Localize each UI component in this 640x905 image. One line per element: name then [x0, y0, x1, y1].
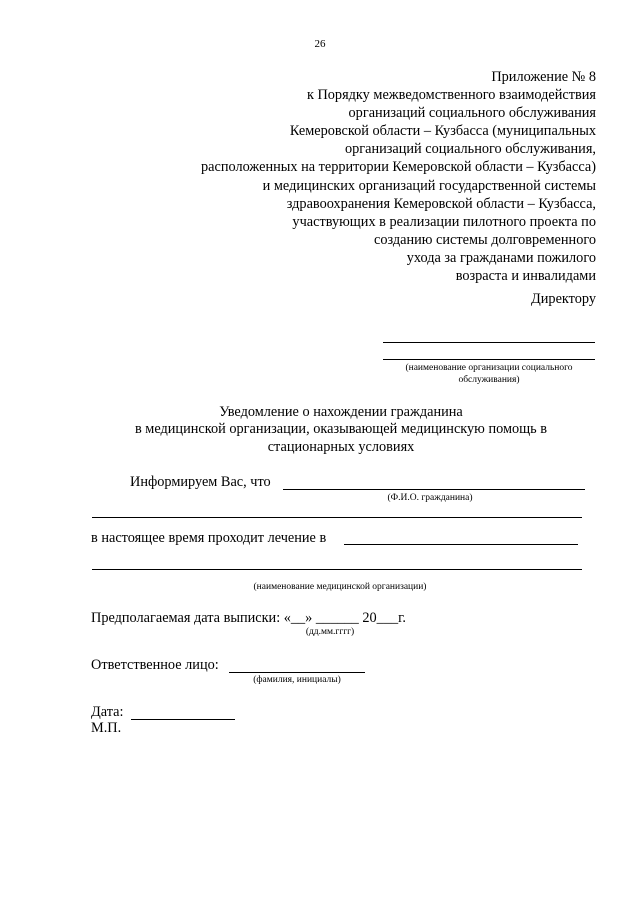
organization-caption [383, 362, 595, 386]
appendix-line: и медицинских организаций государственной системы [262, 177, 596, 194]
treatment-label: в настоящее время проходит лечение в [91, 530, 327, 546]
responsible-person-field[interactable] [229, 672, 365, 673]
appendix-line: ухода за гражданами пожилого [406, 249, 596, 266]
citizen-name-field[interactable] [283, 489, 585, 490]
date-field[interactable] [131, 719, 235, 720]
citizen-caption: (Ф.И.О. гражданина) [387, 493, 473, 503]
medical-org-caption: (наименование медицинской организации) [253, 582, 427, 592]
appendix-line: возраста и инвалидами [455, 268, 596, 285]
medical-org-field-continued[interactable] [92, 569, 582, 570]
organization-caption-line: обслуживания) [458, 375, 520, 385]
document-title [0, 404, 640, 456]
citizen-name-field-continued[interactable] [92, 517, 582, 518]
title-line: стационарных условиях [267, 438, 415, 455]
appendix-line: Кемеровской области – Кузбасса (муниципальных [289, 123, 596, 140]
seal-label: М.П. [91, 720, 122, 736]
date-format-caption: (дд.мм.гггг) [305, 627, 355, 637]
title-line: в медицинской организации, оказывающей медицинскую помощь в [134, 421, 548, 438]
appendix-line: организаций социального обслуживания [348, 105, 596, 122]
organization-name-field[interactable] [383, 342, 595, 343]
appendix-line: здравоохранения Кемеровской области – Кузбасса, [286, 195, 596, 212]
responsible-person-caption: (фамилия, инициалы) [253, 675, 341, 685]
medical-org-field[interactable] [344, 544, 578, 545]
appendix-line: к Порядку межведомственного взаимодействия [306, 87, 596, 104]
appendix-line: участвующих в реализации пилотного проекта по [292, 213, 596, 230]
inform-label: Информируем Вас, что [130, 474, 271, 490]
appendix-header [136, 68, 596, 285]
organization-name-field-2[interactable] [383, 359, 595, 360]
title-line: Уведомление о нахождении гражданина [219, 404, 463, 420]
responsible-person-label: Ответственное лицо: [91, 657, 219, 673]
page-number: 26 [314, 38, 326, 50]
addressee-label: Директору [531, 291, 596, 307]
appendix-line: расположенных на территории Кемеровской области – Кузбасса) [201, 159, 596, 176]
discharge-date-label[interactable]: Предполагаемая дата выписки: «__» ______ 20___г. [91, 610, 406, 626]
appendix-line: организаций социального обслуживания, [344, 141, 596, 158]
organization-caption-line: (наименование организации социального [405, 363, 573, 373]
appendix-line: созданию системы долговременного [374, 231, 596, 248]
appendix-line: Приложение № 8 [491, 69, 596, 85]
date-label: Дата: [91, 704, 124, 720]
